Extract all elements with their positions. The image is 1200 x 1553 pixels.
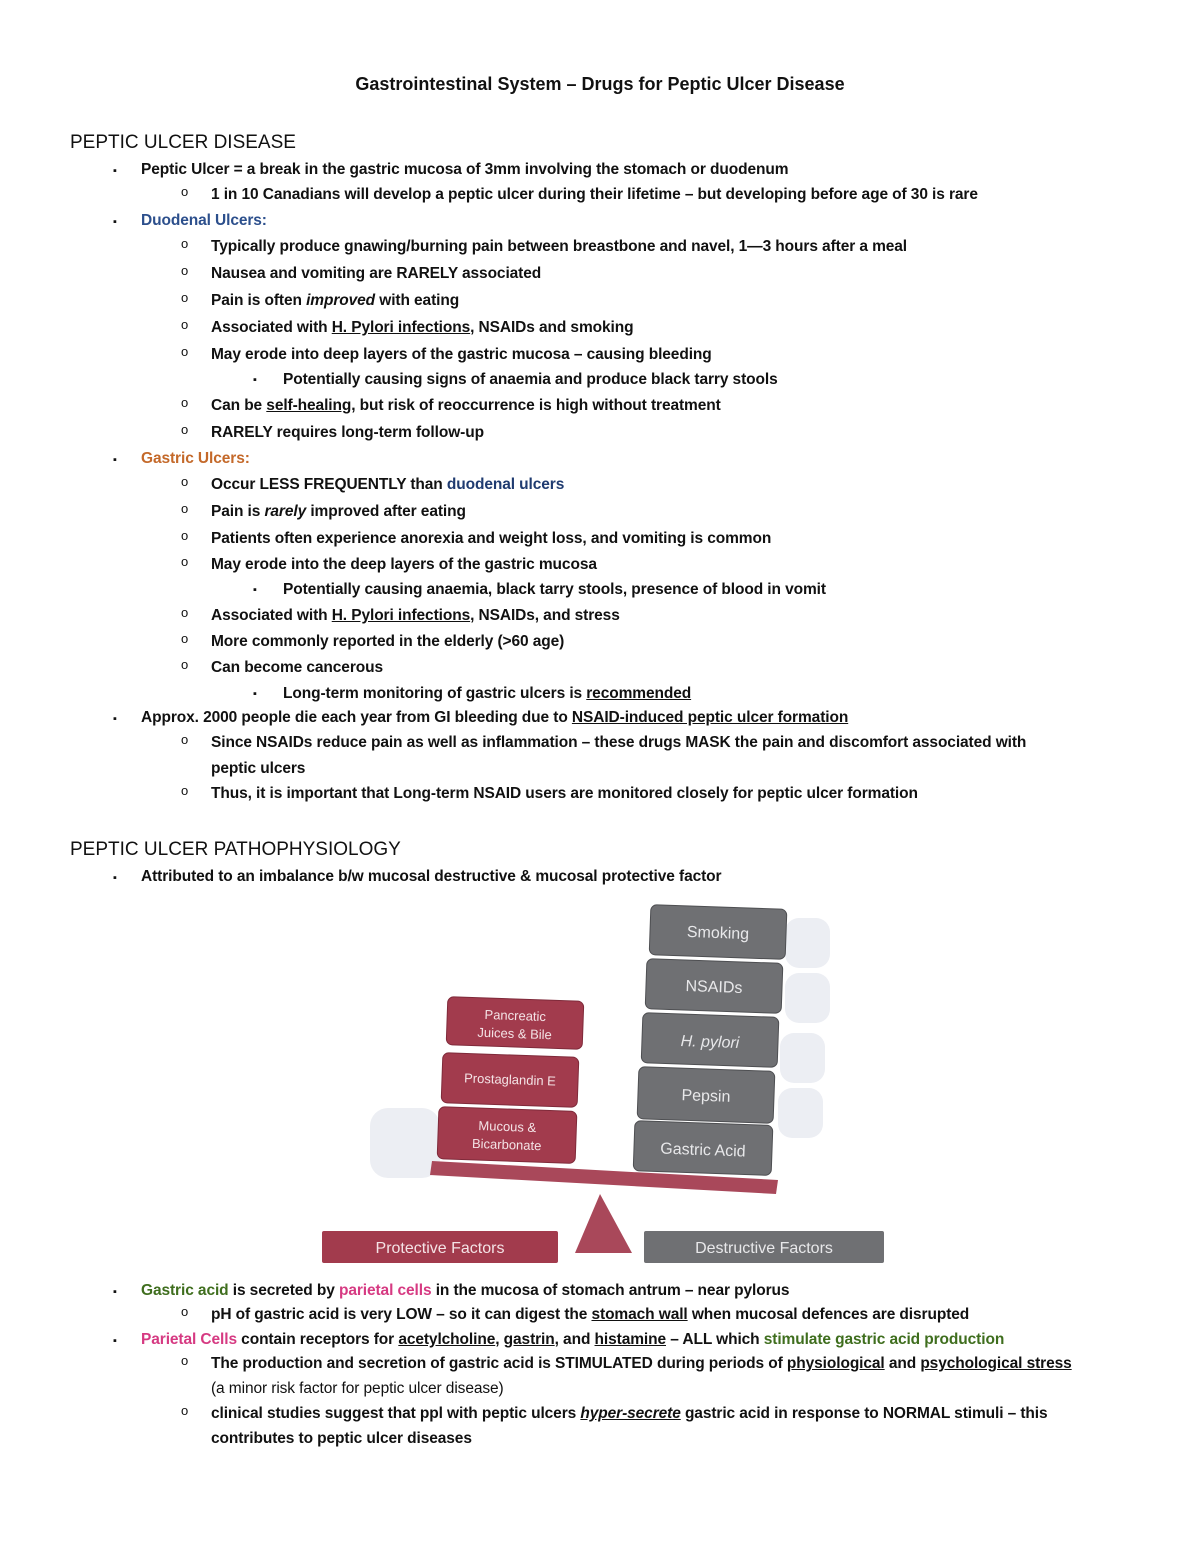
destructive-label-smoking: Smoking <box>686 923 750 944</box>
list-item: Nausea and vomiting are RARELY associated <box>211 265 542 282</box>
text-segment: Occur LESS FREQUENTLY than <box>211 476 447 493</box>
destructive-label-gastric-acid: Gastric Acid <box>659 1140 746 1161</box>
scale-fulcrum <box>575 1194 632 1253</box>
destructive-factor-stack <box>633 905 787 1176</box>
underlined-text: acetylcholine <box>398 1331 496 1348</box>
protective-block-pancreatic-juices <box>446 997 584 1050</box>
list-item <box>211 503 466 521</box>
circle-bullet: o <box>181 1353 189 1368</box>
list-item: May erode into deep layers of the gastric mucosa – causing bleeding <box>211 346 712 363</box>
circle-bullet: o <box>181 263 189 278</box>
circle-bullet: o <box>181 422 189 437</box>
text-segment: – ALL which <box>666 1331 764 1348</box>
list-item <box>211 397 721 415</box>
underlined-text: self-healing <box>266 397 352 414</box>
highlighted-text: parietal cells <box>338 1282 432 1299</box>
underlined-text: histamine <box>594 1331 666 1348</box>
text-segment: when mucosal defences are disrupted <box>687 1306 970 1323</box>
circle-bullet: o <box>181 344 189 359</box>
list-item: 1 in 10 Canadians will develop a peptic ulcer during their lifetime – but developing before age of 30 is rare <box>211 186 978 203</box>
text-segment: pH of gastric acid is very LOW – so it can digest the <box>211 1306 592 1323</box>
text-segment: , but risk of reoccurrence is high without treatment <box>351 397 721 414</box>
circle-bullet: o <box>181 1403 189 1418</box>
section-heading-peptic-ulcer-disease: PEPTIC ULCER DISEASE <box>70 132 296 153</box>
text-segment: Associated with <box>211 607 332 624</box>
list-item <box>211 476 564 494</box>
square-bullet: ▪ <box>253 374 257 386</box>
emphasis-text: rarely <box>264 503 307 520</box>
protective-vs-destructive-scale-diagram <box>300 893 900 1273</box>
list-item <box>211 1355 1072 1373</box>
text-segment: Can be <box>211 397 267 414</box>
list-item: Potentially causing anaemia, black tarry stools, presence of blood in vomit <box>283 581 826 598</box>
protective-factor-stack <box>437 997 584 1164</box>
circle-bullet: o <box>181 554 189 569</box>
text-segment: , NSAIDs and smoking <box>470 319 634 336</box>
circle-bullet: o <box>181 631 189 646</box>
list-item <box>211 1405 1048 1423</box>
text-segment: Pain is <box>211 503 265 520</box>
circle-bullet: o <box>181 395 189 410</box>
list-item: RARELY requires long-term follow-up <box>211 424 484 441</box>
circle-bullet: o <box>181 528 189 543</box>
text-segment: improved after eating <box>306 503 466 520</box>
destructive-label-h-pylori: H. pylori <box>680 1032 740 1053</box>
text-segment: with eating <box>375 292 460 309</box>
list-item: Can become cancerous <box>211 659 384 676</box>
circle-bullet: o <box>181 236 189 251</box>
text-segment: Associated with <box>211 319 332 336</box>
text-segment: and <box>884 1355 921 1372</box>
background-shape <box>370 1108 440 1178</box>
background-shape <box>778 1088 823 1138</box>
text-segment: Approx. 2000 people die each year from GI bleeding due to <box>141 709 572 726</box>
circle-bullet: o <box>181 184 189 199</box>
destructive-label-pepsin: Pepsin <box>681 1087 731 1106</box>
text-segment: clinical studies suggest that ppl with peptic ulcers <box>211 1405 581 1422</box>
list-item-continuation: (a minor risk factor for peptic ulcer disease) <box>211 1380 504 1397</box>
highlighted-text: duodenal ulcers <box>446 476 565 493</box>
list-item: Thus, it is important that Long-term NSAID users are monitored closely for peptic ulcer formation <box>211 785 918 802</box>
emphasis-text: improved <box>306 292 376 309</box>
text-segment: Long-term monitoring of gastric ulcers is <box>283 685 587 702</box>
underlined-text: H. Pylori infections <box>331 319 471 336</box>
underlined-text: psychological stress <box>920 1355 1072 1372</box>
square-bullet: ▪ <box>113 454 117 466</box>
list-item: More commonly reported in the elderly (>60 age) <box>211 633 565 650</box>
list-item <box>211 1306 969 1324</box>
list-item: Typically produce gnawing/burning pain between breastbone and navel, 1—3 hours after a meal <box>211 238 908 255</box>
duodenal-ulcers-label: Duodenal Ulcers: <box>141 212 267 229</box>
highlighted-text: Parietal Cells <box>141 1331 237 1348</box>
square-bullet: ▪ <box>113 713 117 725</box>
list-item: Potentially causing signs of anaemia and produce black tarry stools <box>283 371 778 388</box>
circle-bullet: o <box>181 732 189 747</box>
destructive-factors-label: Destructive Factors <box>695 1240 833 1257</box>
protective-label-prostaglandin-e: Prostaglandin E <box>463 1070 557 1089</box>
highlighted-text: Gastric acid <box>141 1282 229 1299</box>
protective-factors-label: Protective Factors <box>375 1240 505 1257</box>
list-item <box>141 709 848 727</box>
circle-bullet: o <box>181 501 189 516</box>
list-item <box>211 292 459 310</box>
circle-bullet: o <box>181 1304 189 1319</box>
circle-bullet: o <box>181 657 189 672</box>
list-item <box>141 1331 1004 1349</box>
text-segment: , and <box>554 1331 595 1348</box>
circle-bullet: o <box>181 605 189 620</box>
destructive-label-nsaids: NSAIDs <box>685 978 743 997</box>
text-segment: is secreted by <box>228 1282 339 1299</box>
square-bullet: ▪ <box>253 688 257 700</box>
text-segment: gastric acid in response to NORMAL stimuli – this <box>680 1405 1048 1422</box>
underlined-text: recommended <box>586 685 692 702</box>
underlined-text: gastrin <box>503 1331 555 1348</box>
background-shape <box>780 1033 825 1083</box>
square-bullet: ▪ <box>113 216 117 228</box>
circle-bullet: o <box>181 290 189 305</box>
gastric-ulcers-label: Gastric Ulcers: <box>141 450 250 467</box>
square-bullet: ▪ <box>113 1286 117 1298</box>
list-item-continuation: peptic ulcers <box>211 760 306 777</box>
underlined-text: hyper-secrete <box>580 1405 681 1422</box>
square-bullet: ▪ <box>113 872 117 884</box>
text-segment: , <box>495 1331 504 1348</box>
text-segment: in the mucosa of stomach antrum – near pylorus <box>431 1282 790 1299</box>
circle-bullet: o <box>181 474 189 489</box>
section-heading-pathophysiology: PEPTIC ULCER PATHOPHYSIOLOGY <box>70 839 401 860</box>
underlined-text: NSAID-induced peptic ulcer formation <box>571 709 849 726</box>
underlined-text: H. Pylori infections <box>331 607 471 624</box>
protective-label-line1: Mucous & <box>478 1118 537 1136</box>
protective-label-line1: Pancreatic <box>484 1006 547 1025</box>
highlighted-text: stimulate gastric acid production <box>763 1331 1005 1348</box>
list-item <box>211 319 633 337</box>
protective-label-line2: Bicarbonate <box>471 1135 542 1154</box>
square-bullet: ▪ <box>253 584 257 596</box>
text-segment: , NSAIDs, and stress <box>470 607 620 624</box>
text-segment: The production and secretion of gastric acid is STIMULATED during periods of <box>211 1355 787 1372</box>
circle-bullet: o <box>181 783 189 798</box>
square-bullet: ▪ <box>113 165 117 177</box>
background-shape <box>785 918 830 968</box>
underlined-text: physiological <box>786 1355 885 1372</box>
list-item: Patients often experience anorexia and weight loss, and vomiting is common <box>211 530 772 547</box>
list-item: Peptic Ulcer = a break in the gastric mucosa of 3mm involving the stomach or duodenum <box>141 161 789 178</box>
protective-label-line2: Juices & Bile <box>477 1024 553 1043</box>
text-segment: contain receptors for <box>236 1331 399 1348</box>
list-item <box>141 1282 789 1300</box>
square-bullet: ▪ <box>113 1335 117 1347</box>
underlined-text: stomach wall <box>591 1306 688 1323</box>
text-segment: Pain is often <box>211 292 307 309</box>
list-item: Attributed to an imbalance b/w mucosal destructive & mucosal protective factor <box>141 868 722 885</box>
list-item: May erode into the deep layers of the gastric mucosa <box>211 556 597 573</box>
list-item <box>211 607 620 625</box>
circle-bullet: o <box>181 317 189 332</box>
list-item <box>283 685 691 703</box>
list-item-continuation: contributes to peptic ulcer diseases <box>211 1430 472 1447</box>
list-item: Since NSAIDs reduce pain as well as inflammation – these drugs MASK the pain and discomfort associated with <box>211 734 1027 751</box>
background-shape <box>785 973 830 1023</box>
document-title: Gastrointestinal System – Drugs for Peptic Ulcer Disease <box>355 74 845 94</box>
protective-block-mucous-bicarbonate <box>437 1107 577 1164</box>
